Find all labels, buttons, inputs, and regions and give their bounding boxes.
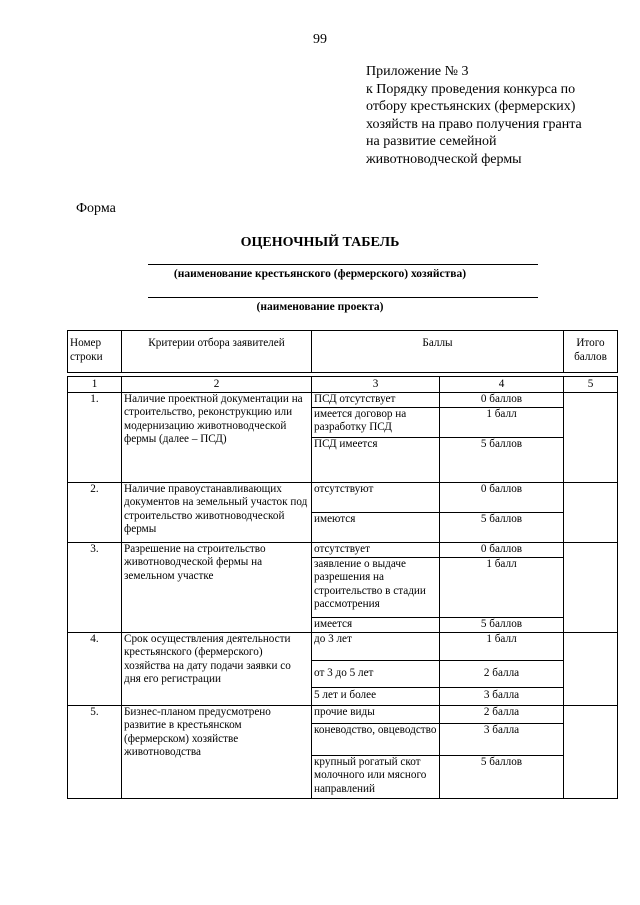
table-row bbox=[68, 482, 618, 512]
option-score: 2 балла bbox=[440, 660, 564, 687]
option-score: 3 балла bbox=[440, 723, 564, 755]
row-number: 5. bbox=[68, 705, 122, 798]
appendix-line: на развитие семейной bbox=[366, 134, 497, 149]
header-total: Итого баллов bbox=[564, 331, 618, 373]
option-score: 1 балл bbox=[440, 407, 564, 437]
row-number: 3. bbox=[68, 542, 122, 632]
option-score: 0 баллов bbox=[440, 392, 564, 407]
option-score: 0 баллов bbox=[440, 482, 564, 512]
option-text: коневодство, овцеводство bbox=[312, 723, 440, 755]
option-text: 5 лет и более bbox=[312, 687, 440, 705]
row-number: 2. bbox=[68, 482, 122, 542]
table-row bbox=[68, 392, 618, 407]
option-text: до 3 лет bbox=[312, 632, 440, 660]
option-text: прочие виды bbox=[312, 705, 440, 723]
option-text: ПСД отсутствует bbox=[312, 392, 440, 407]
appendix-line: хозяйств на право получения гранта bbox=[366, 116, 582, 132]
table-row bbox=[68, 542, 618, 557]
total-cell bbox=[564, 632, 618, 705]
appendix-line: животноводческой фермы bbox=[366, 151, 522, 167]
row-number: 1. bbox=[68, 392, 122, 482]
option-text: ПСД имеется bbox=[312, 437, 440, 482]
total-cell bbox=[564, 705, 618, 798]
table-row bbox=[68, 632, 618, 660]
option-score: 5 баллов bbox=[440, 512, 564, 542]
criterion-cell: Наличие проектной документации на строительство, реконструкцию или модернизацию животноводческой фермы (далее – ПСД) bbox=[122, 392, 312, 482]
option-text: заявление о выдаче разрешения на строительство в стадии рассмотрения bbox=[312, 557, 440, 617]
option-text: крупный рогатый скот молочного или мясного направлений bbox=[312, 755, 440, 798]
total-cell bbox=[564, 482, 618, 542]
criterion-cell: Наличие правоустанавливающих документов на земельный участок под строительство животноводческой фермы bbox=[122, 482, 312, 542]
header-row-number: Номер строки bbox=[68, 331, 122, 373]
score-table bbox=[67, 376, 618, 799]
row-number: 4. bbox=[68, 632, 122, 705]
header-table bbox=[67, 330, 618, 373]
appendix-line: к Порядку проведения конкурса по bbox=[366, 81, 576, 97]
appendix-heading bbox=[366, 63, 626, 168]
farm-name-caption: (наименование крестьянского (фермерского) хозяйства) bbox=[173, 268, 467, 280]
option-score: 1 балл bbox=[440, 557, 564, 617]
option-text: отсутствует bbox=[312, 542, 440, 557]
column-number: 3 bbox=[312, 377, 440, 393]
header-points: Баллы bbox=[312, 331, 564, 373]
farm-name-line bbox=[148, 264, 538, 265]
option-score: 2 балла bbox=[440, 705, 564, 723]
appendix-line: Приложение № 3 bbox=[366, 64, 469, 79]
table-row bbox=[68, 705, 618, 723]
option-text: имеется bbox=[312, 617, 440, 632]
option-text: имеется договор на разработку ПСД bbox=[312, 407, 440, 437]
option-score: 0 баллов bbox=[440, 542, 564, 557]
option-score: 5 баллов bbox=[440, 437, 564, 482]
project-name-caption: (наименование проекта) bbox=[256, 301, 384, 313]
page-number: 99 bbox=[313, 32, 327, 47]
criterion-cell: Разрешение на строительство животноводческой фермы на земельном участке bbox=[122, 542, 312, 632]
criterion-cell: Срок осуществления деятельности крестьянского (фермерского) хозяйства на дату подачи заявки со дня его регистрации bbox=[122, 632, 312, 705]
option-text: имеются bbox=[312, 512, 440, 542]
option-score: 3 балла bbox=[440, 687, 564, 705]
column-number: 4 bbox=[440, 377, 564, 393]
column-number: 1 bbox=[68, 377, 122, 393]
form-label: Форма bbox=[76, 201, 116, 216]
column-number: 2 bbox=[122, 377, 312, 393]
appendix-line: отбору крестьянских (фермерских) bbox=[366, 99, 576, 114]
option-text: от 3 до 5 лет bbox=[312, 660, 440, 687]
criterion-cell: Бизнес-планом предусмотрено развитие в крестьянском (фермерском) хозяйстве животноводства bbox=[122, 705, 312, 798]
total-cell bbox=[564, 392, 618, 482]
document-title: ОЦЕНОЧНЫЙ ТАБЕЛЬ bbox=[240, 235, 400, 250]
option-score: 5 баллов bbox=[440, 617, 564, 632]
option-score: 5 баллов bbox=[440, 755, 564, 798]
project-name-line bbox=[148, 297, 538, 298]
column-number: 5 bbox=[564, 377, 618, 393]
option-text: отсутствуют bbox=[312, 482, 440, 512]
header-criteria: Критерии отбора заявителей bbox=[122, 331, 312, 373]
option-score: 1 балл bbox=[440, 632, 564, 660]
total-cell bbox=[564, 542, 618, 632]
